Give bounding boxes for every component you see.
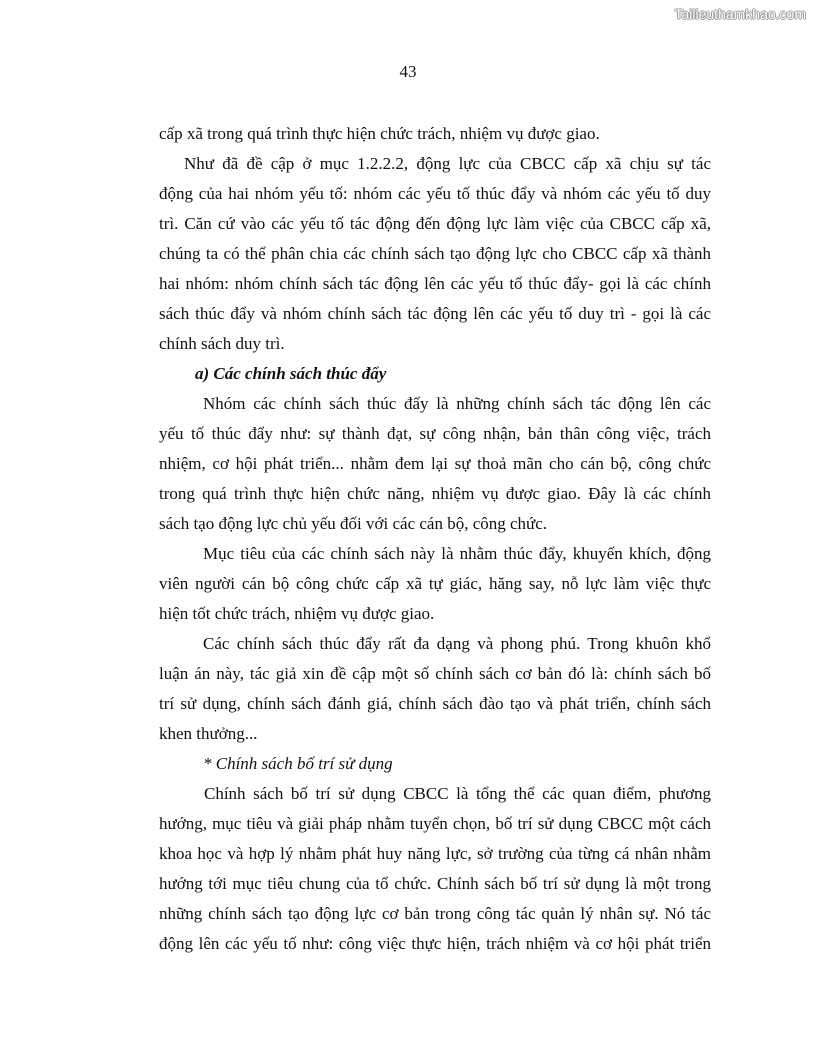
paragraph-line: chính sách duy trì. (159, 334, 285, 353)
paragraph-line: động của hai nhóm yếu tố: nhóm các yếu tố thúc đẩy và nhóm các yếu tố duy (159, 184, 711, 203)
paragraph-line: Các chính sách thúc đẩy rất đa dạng và phong phú. Trong khuôn khổ (203, 634, 711, 653)
paragraph-line: trì. Căn cứ vào các yếu tố tác động đến động lực làm việc của CBCC cấp xã, (159, 214, 711, 233)
paragraph-line: sách tạo động lực chủ yếu đối với các cán bộ, công chức. (159, 514, 548, 533)
paragraph-line: khen thưởng... (159, 724, 258, 743)
paragraph-line: khoa học và hợp lý nhằm phát huy năng lực, sở trường của từng cá nhân nhằm (159, 844, 711, 863)
paragraph-line: Chính sách bố trí sử dụng CBCC là tổng thể các quan điểm, phương (204, 784, 711, 803)
section-heading: a) Các chính sách thúc đẩy (195, 364, 387, 383)
paragraph-line: hiện tốt chức trách, nhiệm vụ được giao. (159, 604, 435, 623)
watermark: Tailieuthamkhao.com (674, 6, 806, 22)
paragraph-line: những chính sách tạo động lực cơ bản trong công tác quản lý nhân sự. Nó tác (159, 904, 711, 923)
paragraph-line: Nhóm các chính sách thúc đẩy là những chính sách tác động lên các (203, 394, 711, 413)
paragraph-line: động lên các yếu tố như: công việc thực hiện, trách nhiệm và cơ hội phát triển (159, 934, 711, 953)
paragraph-line: hai nhóm: nhóm chính sách tác động lên các yếu tố thúc đẩy- gọi là các chính (159, 274, 711, 293)
paragraph-line: trong quá trình thực hiện chức năng, nhiệm vụ được giao. Đây là các chính (159, 484, 711, 503)
paragraph-line: yếu tố thúc đẩy như: sự thành đạt, sự công nhận, bản thân công việc, trách (159, 424, 711, 443)
paragraph-line: luận án này, tác giả xin đề cập một số chính sách cơ bản đó là: chính sách bố (159, 664, 711, 683)
paragraph-line: sách thúc đẩy và nhóm chính sách tác động lên các yếu tố duy trì - gọi là các (159, 304, 711, 323)
page-number: 43 (399, 62, 417, 81)
paragraph-line: hướng tới mục tiêu chung của tổ chức. Chính sách bố trí sử dụng là một trong (159, 874, 711, 893)
paragraph-line: viên người cán bộ công chức cấp xã tự giác, hăng say, nỗ lực làm việc thực (159, 574, 711, 593)
paragraph-line: trí sử dụng, chính sách đánh giá, chính sách đào tạo và phát triển, chính sách (159, 694, 711, 713)
paragraph-line: hướng, mục tiêu và giải pháp nhằm tuyển chọn, bố trí sử dụng CBCC một cách (159, 814, 711, 833)
paragraph-line: Như đã đề cập ở mục 1.2.2.2, động lực của CBCC cấp xã chịu sự tác (184, 154, 711, 173)
paragraph-line: nhiệm, cơ hội phát triển... nhằm đem lại sự thoả mãn cho cán bộ, công chức (159, 454, 711, 473)
paragraph-line: chúng ta có thể phân chia các chính sách tạo động lực cho CBCC cấp xã thành (159, 244, 711, 263)
paragraph-line: Mục tiêu của các chính sách này là nhằm thúc đẩy, khuyến khích, động (203, 544, 711, 563)
paragraph-line: cấp xã trong quá trình thực hiện chức trách, nhiệm vụ được giao. (159, 124, 600, 143)
document-body (159, 119, 711, 959)
subsection-heading: * Chính sách bố trí sử dụng (203, 754, 393, 773)
